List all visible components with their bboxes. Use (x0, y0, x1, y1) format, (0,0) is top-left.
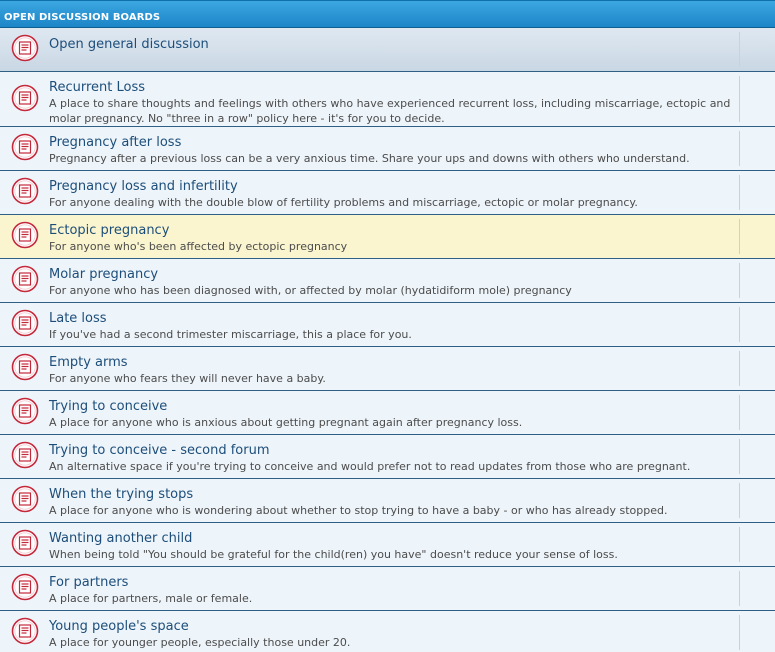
forum-title-link[interactable]: Trying to conceive - second forum (49, 443, 270, 458)
forum-list-icon (11, 485, 39, 513)
forum-row (0, 171, 775, 215)
forum-description: For anyone who's been affected by ectopic pregnancy (49, 240, 348, 253)
forum-title-link[interactable]: Late loss (49, 311, 107, 326)
forum-description: A place for younger people, especially those under 20. (49, 636, 351, 649)
forum-description: A place for anyone who is anxious about getting pregnant again after pregnancy loss. (49, 416, 523, 429)
forum-title-link[interactable]: Trying to conceive (49, 399, 168, 414)
forum-list-icon (11, 133, 39, 161)
forum-description: A place for partners, male or female. (49, 592, 253, 605)
forum-row (0, 127, 775, 171)
forum-title-link[interactable]: Pregnancy after loss (49, 135, 182, 150)
forum-description: A place to share thoughts and feelings with others who have experienced recurrent loss, including miscarriage, ectopic and molar pregnancy. No "three in a row" policy here - it's for you to decide. (49, 97, 731, 125)
forum-title-link[interactable]: For partners (49, 575, 129, 590)
forum-list (0, 28, 775, 652)
forum-title-link[interactable]: Young people's space (49, 619, 189, 634)
forum-description: An alternative space if you're trying to conceive and would prefer not to read updates from those who are pregnant. (49, 460, 691, 473)
forum-row (0, 347, 775, 391)
forum-list-icon (11, 529, 39, 557)
forum-row (0, 72, 775, 127)
forum-description: If you've had a second trimester miscarriage, this a place for you. (49, 328, 412, 341)
forum-description: For anyone who has been diagnosed with, or affected by molar (hydatidiform mole) pregnancy (49, 284, 572, 297)
forum-list-icon (11, 221, 39, 249)
forum-row (0, 567, 775, 611)
forum-title-link[interactable]: Open general discussion (49, 37, 209, 52)
forum-list-icon (11, 265, 39, 293)
forum-list-icon (11, 573, 39, 601)
forum-title-link[interactable]: Molar pregnancy (49, 267, 159, 282)
forum-title-link[interactable]: Empty arms (49, 355, 128, 370)
forum-list-icon (11, 34, 39, 62)
forum-list-icon (11, 617, 39, 645)
board-header (0, 0, 775, 28)
forum-list-icon (11, 397, 39, 425)
forum-title-link[interactable]: Pregnancy loss and infertility (49, 179, 238, 194)
forum-row (0, 259, 775, 303)
forum-title-link[interactable]: Wanting another child (49, 531, 193, 546)
forum-list-icon (11, 309, 39, 337)
forum-title-link[interactable]: Recurrent Loss (49, 80, 145, 95)
forum-row (0, 435, 775, 479)
forum-title-link[interactable]: Ectopic pregnancy (49, 223, 170, 238)
forum-list-icon (11, 84, 39, 112)
forum-description: For anyone dealing with the double blow of fertility problems and miscarriage, ectopic or molar pregnancy. (49, 196, 638, 209)
forum-list-icon (11, 177, 39, 205)
forum-row (0, 479, 775, 523)
forum-list-icon (11, 353, 39, 381)
forum-row (0, 611, 775, 652)
forum-row (0, 391, 775, 435)
forum-list-icon (11, 441, 39, 469)
forum-row (0, 523, 775, 567)
forum-description: Pregnancy after a previous loss can be a very anxious time. Share your ups and downs with others who understand. (49, 152, 690, 165)
forum-row (0, 303, 775, 347)
forum-description: When being told "You should be grateful for the child(ren) you have" doesn't reduce your sense of loss. (49, 548, 618, 561)
board-header-title: OPEN DISCUSSION BOARDS (4, 12, 161, 23)
forum-row (0, 28, 775, 72)
forum-row (0, 215, 775, 259)
forum-title-link[interactable]: When the trying stops (49, 487, 194, 502)
forum-description: A place for anyone who is wondering about whether to stop trying to have a baby - or who has already stopped. (49, 504, 668, 517)
forum-description: For anyone who fears they will never have a baby. (49, 372, 326, 385)
